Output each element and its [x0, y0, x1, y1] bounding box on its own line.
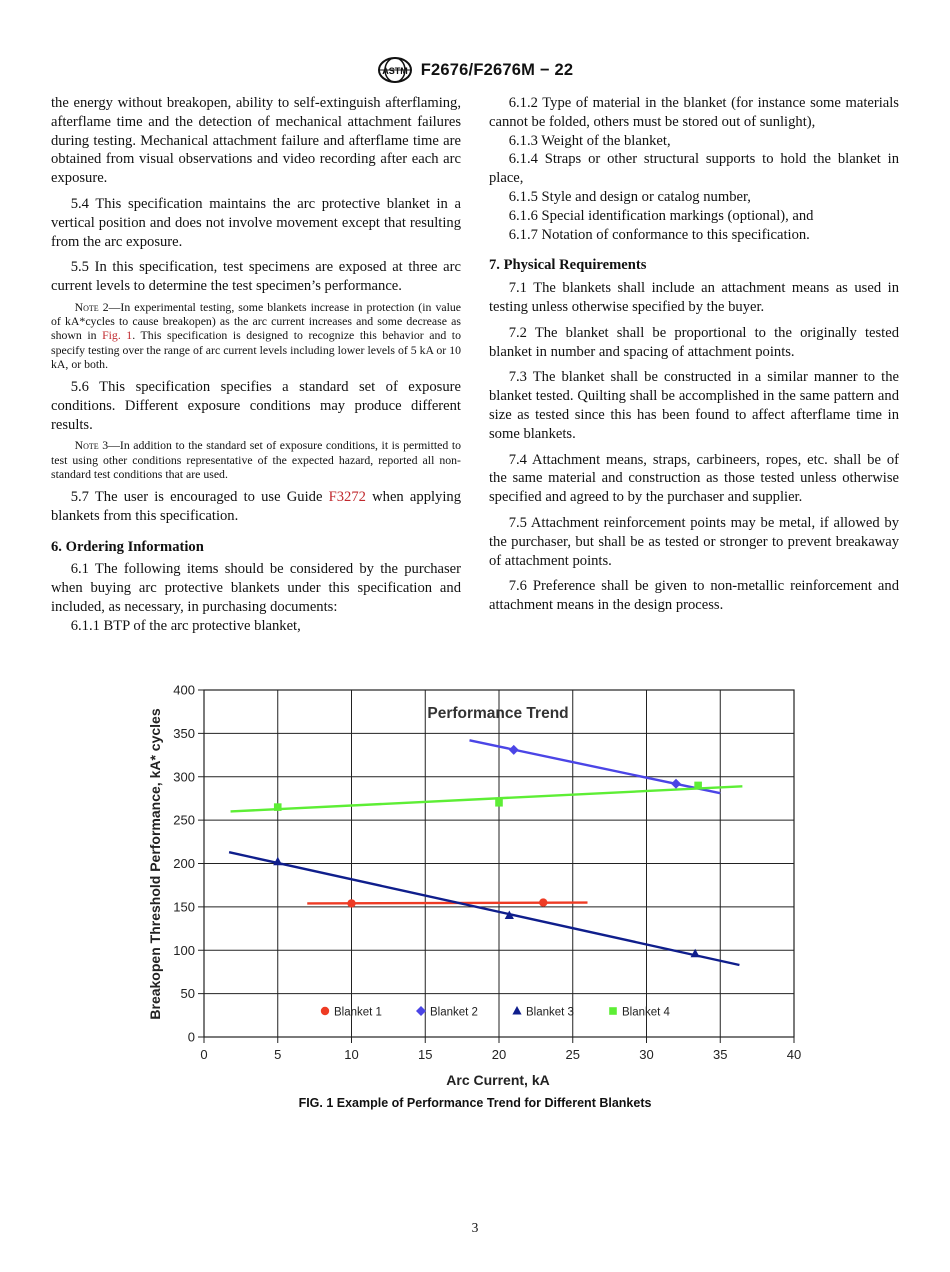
note-3 [51, 438, 461, 481]
y-tick-label: 250 [173, 812, 195, 828]
paragraph-5-6: 5.6 This specification specifies a standard set of exposure conditions. Different exposure conditions may produce different results. [51, 378, 461, 433]
paragraph-6-1-3: 6.1.3 Weight of the blanket, [508, 132, 671, 149]
f3272-link[interactable]: F3272 [328, 488, 366, 505]
paragraph-7-4: 7.4 Attachment means, straps, carbineers, ropes, etc. shall be of the same material and construction as those tested unless otherwise specified and agreed to by the purchaser and supplier. [489, 451, 899, 506]
paragraph-continued: the energy without breakopen, ability to self-extinguish afterflaming, afterflame time and the detection of mechanical attachment failures during testing. Mechanical attachment failure and afterflame time are obtained from visual observations and video recording after each arc exposure. [51, 95, 461, 187]
paragraph-7-3: 7.3 The blanket shall be constructed in a similar manner to the blanket tested. Quilting shall be accomplished in the same pattern and size as tested since this has been found to affect afterflame time in some blankets. [489, 369, 899, 442]
blanket-4-data-point [274, 803, 282, 811]
blanket-4-legend-label: Blanket 4 [622, 1006, 670, 1019]
page-header [0, 56, 950, 84]
paragraph-6-1-6: 6.1.6 Special identification markings (optional), and [508, 207, 814, 224]
x-tick-label: 20 [491, 1047, 507, 1062]
blanket-2-legend-label: Blanket 2 [430, 1006, 478, 1019]
blanket-1-legend-marker [321, 1007, 329, 1015]
blanket-1-data-point [539, 898, 547, 906]
right-column [489, 94, 899, 615]
blanket-4-data-point [694, 782, 702, 790]
blanket-4-legend-marker [609, 1007, 617, 1015]
x-tick-label: 40 [786, 1047, 802, 1062]
paragraph-6-1: 6.1 The following items should be considered by the purchaser when buying arc protective blankets under this specification and included, as necessary, in purchasing documents: [51, 561, 461, 615]
blanket-4-data-point [495, 799, 503, 807]
paragraph-7-1: 7.1 The blankets shall include an attachment means as used in testing unless otherwise specified by the buyer. [489, 280, 899, 315]
note-3-text: 3—In addition to the standard set of exposure conditions, it is permitted to test using other conditions representative of the expected hazard, reported all non-standard test conditions that are used. [51, 438, 461, 481]
x-tick-label: 0 [200, 1047, 208, 1062]
note-2 [51, 300, 461, 371]
y-axis-label: Breakopen Threshold Performance, kA* cycles [147, 708, 163, 1020]
note-3-label: Note [74, 438, 99, 453]
astm-logo-icon [377, 56, 413, 84]
y-tick-label: 400 [173, 682, 195, 698]
y-tick-label: 150 [173, 899, 195, 915]
figure-1 [140, 680, 810, 1090]
figure-caption: FIG. 1 Example of Performance Trend for Different Blankets [298, 1096, 652, 1110]
y-tick-label: 200 [173, 856, 195, 871]
paragraph-6-1-1: 6.1.1 BTP of the arc protective blanket, [70, 617, 301, 634]
note-2-text-a: 2—In experimental testing, some blankets increase in protection (in value of kA*cycles to cause breakopen) as the arc current increases and some decrease as shown in [51, 299, 461, 343]
chart-title: Performance Trend [427, 705, 569, 722]
y-tick-label: 350 [173, 725, 195, 741]
note-2-label: Note [74, 299, 99, 314]
paragraph-5-7-text-a: 5.7 The user is encouraged to use Guide [70, 488, 329, 505]
paragraph-5-5: 5.5 In this specification, test specimens are exposed at three arc current levels to determine the test specimen’s performance. [51, 259, 461, 295]
blanket-1-legend-label: Blanket 1 [334, 1006, 382, 1019]
paragraph-6-1-5: 6.1.5 Style and design or catalog number, [508, 188, 751, 205]
paragraph-5-7 [51, 488, 461, 526]
performance-trend-chart [140, 680, 810, 1090]
y-tick-label: 300 [173, 769, 195, 785]
fig-1-link[interactable]: Fig. 1 [102, 328, 133, 343]
left-column [51, 94, 461, 636]
paragraph-5-4: 5.4 This specification maintains the arc protective blanket in a vertical position and does not involve movement except that resulting from the arc exposure. [51, 195, 461, 250]
paragraph-6-1-2: 6.1.2 Type of material in the blanket (for instance some materials cannot be folded, others must be stored out of sunlight), [489, 95, 899, 130]
paragraph-7-6: 7.6 Preference shall be given to non-metallic reinforcement and attachment means in the design process. [489, 578, 899, 614]
x-tick-label: 10 [344, 1047, 359, 1062]
blanket-3-legend-label: Blanket 3 [526, 1006, 574, 1019]
section-6-heading: 6. Ordering Information [51, 538, 204, 555]
blanket-1-data-point [347, 899, 355, 907]
section-7-heading: 7. Physical Requirements [489, 257, 647, 274]
page-number: 3 [471, 1220, 479, 1235]
x-tick-label: 5 [274, 1047, 282, 1062]
paragraph-6-1-4: 6.1.4 Straps or other structural supports to hold the blanket in place, [489, 151, 899, 187]
logo-text: ASTM [382, 66, 408, 76]
x-tick-label: 25 [565, 1047, 580, 1062]
note-2-text-b: . This specification is designed to recognize this behavior and to specify testing over the range of arc current levels including lower levels of 5 kA or 10 kA, or both. [51, 328, 461, 371]
paragraph-5-7-text-b: when applying blankets from this specification. [51, 488, 461, 524]
x-tick-label: 15 [418, 1047, 433, 1062]
y-tick-label: 0 [187, 1029, 195, 1045]
paragraph-7-2: 7.2 The blanket shall be proportional to the originally tested blanket in number and spacing of attachment points. [489, 324, 899, 360]
x-tick-label: 30 [639, 1047, 654, 1062]
paragraph-7-5: 7.5 Attachment reinforcement points may be metal, if allowed by the purchaser, but shall be as tested or stronger to prevent breakaway of attachment points. [489, 514, 899, 569]
y-tick-label: 50 [180, 986, 195, 1002]
y-tick-label: 100 [173, 942, 195, 958]
standard-designation: F2676/F2676M − 22 [420, 60, 574, 79]
x-axis-label: Arc Current, kA [446, 1072, 550, 1088]
x-tick-label: 35 [713, 1047, 728, 1062]
paragraph-6-1-7: 6.1.7 Notation of conformance to this specification. [508, 226, 810, 243]
